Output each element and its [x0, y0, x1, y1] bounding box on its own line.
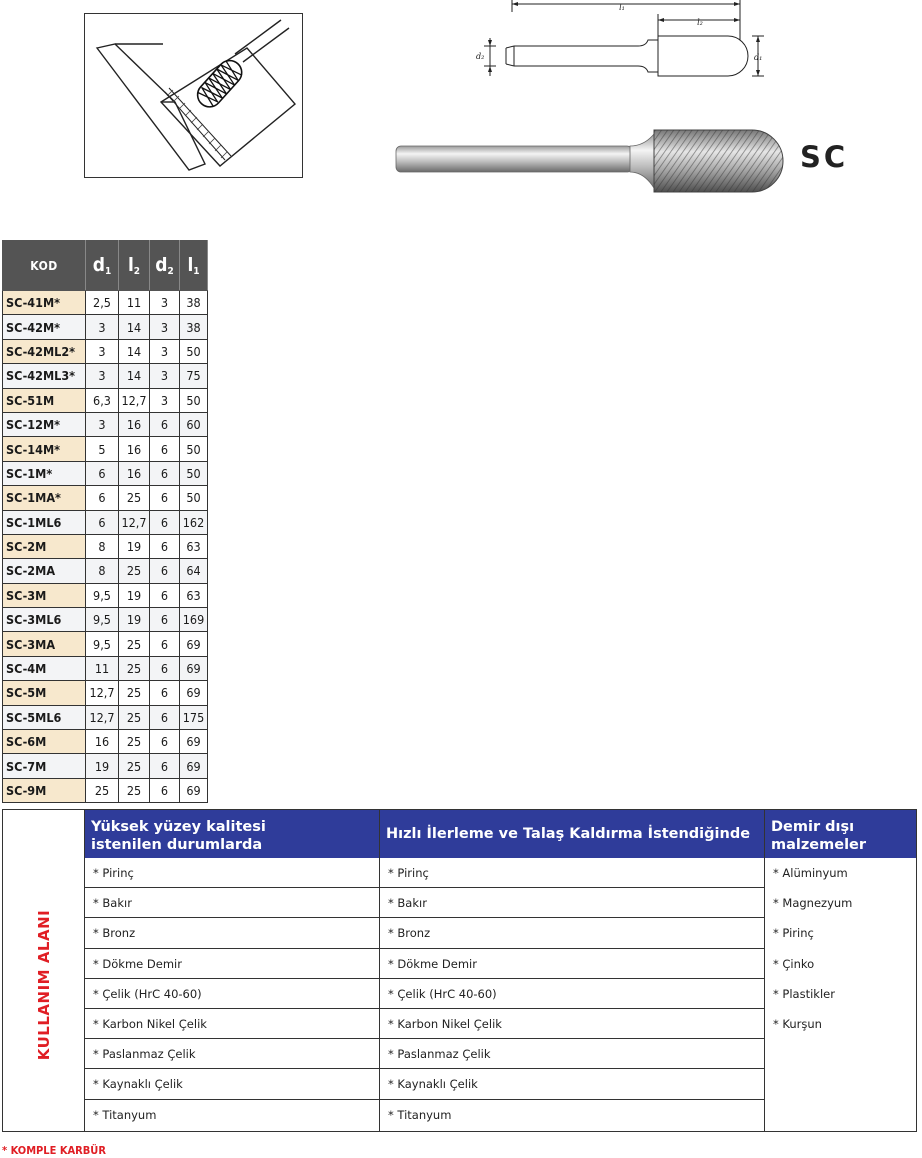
cell-d2: 6	[150, 461, 180, 485]
cell-code: SC-7M	[3, 754, 86, 778]
usage-illustration	[84, 13, 303, 178]
cell-d1: 3	[86, 412, 119, 436]
list-item: * Dökme Demir	[380, 949, 765, 979]
cell-l2: 16	[119, 412, 150, 436]
cell-code: SC-3MA	[3, 632, 86, 656]
cell-d1: 8	[86, 534, 119, 558]
cell-d2: 6	[150, 437, 180, 461]
cell-code: SC-41M*	[3, 291, 86, 315]
usage-header-nonferrous: Demir dışı malzemeler	[765, 810, 916, 858]
cell-d2: 6	[150, 730, 180, 754]
list-item: * Paslanmaz Çelik	[85, 1039, 380, 1069]
cell-d2: 3	[150, 339, 180, 363]
header-d1: $d_1$	[86, 241, 119, 291]
cell-code: SC-51M	[3, 388, 86, 412]
cell-l1: 69	[180, 681, 208, 705]
header-l2: $l_2$	[119, 241, 150, 291]
cell-d2: 6	[150, 412, 180, 436]
cell-d1: 9,5	[86, 583, 119, 607]
list-item: * Kaynaklı Çelik	[85, 1069, 380, 1099]
cell-l1: 50	[180, 486, 208, 510]
l2-label: l₂	[697, 18, 703, 27]
cell-l2: 25	[119, 632, 150, 656]
cell-code: SC-2M	[3, 534, 86, 558]
l1-label: l₁	[619, 3, 625, 12]
dimension-drawing	[470, 0, 800, 95]
cell-l1: 50	[180, 339, 208, 363]
table-row	[3, 608, 208, 632]
cell-code: SC-1MA*	[3, 486, 86, 510]
list-item: * Magnezyum	[773, 896, 853, 911]
usage-table	[2, 809, 917, 1132]
cell-d1: 12,7	[86, 681, 119, 705]
cell-code: SC-42ML2*	[3, 339, 86, 363]
cell-code: SC-3M	[3, 583, 86, 607]
cell-d2: 6	[150, 559, 180, 583]
list-item: * Titanyum	[93, 1107, 157, 1122]
cell-d2: 3	[150, 291, 180, 315]
table-row	[3, 412, 208, 436]
cell-code: SC-42M*	[3, 315, 86, 339]
usage-list-nonferrous	[765, 858, 916, 1039]
cell-d2: 6	[150, 608, 180, 632]
table-row	[3, 388, 208, 412]
list-item: * Karbon Nikel Çelik	[85, 1009, 380, 1039]
table-row	[3, 461, 208, 485]
usage-list-high-surface	[85, 858, 380, 1130]
cell-l2: 19	[119, 608, 150, 632]
usage-header-high-surface: Yüksek yüzey kalitesi istenilen durumlarda	[85, 810, 379, 858]
cell-d1: 6	[86, 461, 119, 485]
cell-l2: 25	[119, 656, 150, 680]
cell-d1: 6,3	[86, 388, 119, 412]
cell-l2: 12,7	[119, 510, 150, 534]
cell-d2: 6	[150, 778, 180, 802]
cell-l2: 25	[119, 705, 150, 729]
cell-d1: 12,7	[86, 705, 119, 729]
table-row	[3, 681, 208, 705]
list-item: * Titanyum	[388, 1107, 452, 1122]
cell-d1: 11	[86, 656, 119, 680]
cell-l2: 25	[119, 730, 150, 754]
table-row	[3, 510, 208, 534]
cell-l1: 38	[180, 315, 208, 339]
table-row	[3, 437, 208, 461]
cell-d2: 6	[150, 681, 180, 705]
spec-table	[2, 240, 208, 803]
header-code: KOD	[3, 241, 86, 291]
cell-l1: 169	[180, 608, 208, 632]
cell-l1: 75	[180, 364, 208, 388]
header-l1: $l_1$	[180, 241, 208, 291]
usage-side-label: KULLANIM ALANI	[35, 909, 53, 1061]
cell-l2: 25	[119, 681, 150, 705]
cell-l1: 50	[180, 437, 208, 461]
cell-l1: 63	[180, 583, 208, 607]
cell-l1: 175	[180, 705, 208, 729]
table-row	[3, 559, 208, 583]
header-d2: $d_2$	[150, 241, 180, 291]
table-row	[3, 486, 208, 510]
cell-l1: 63	[180, 534, 208, 558]
cell-code: SC-14M*	[3, 437, 86, 461]
cell-d2: 6	[150, 510, 180, 534]
list-item: * Bronz	[85, 918, 380, 948]
cell-d2: 6	[150, 656, 180, 680]
cell-l2: 25	[119, 486, 150, 510]
table-row	[3, 364, 208, 388]
cell-l2: 16	[119, 461, 150, 485]
cell-d1: 9,5	[86, 608, 119, 632]
cell-d1: 6	[86, 510, 119, 534]
product-photo	[392, 122, 792, 200]
list-item: * Dökme Demir	[85, 949, 380, 979]
cell-code: SC-9M	[3, 778, 86, 802]
cell-l1: 69	[180, 656, 208, 680]
table-row	[3, 778, 208, 802]
cell-code: SC-6M	[3, 730, 86, 754]
cell-l1: 69	[180, 754, 208, 778]
usage-header-fast-removal: Hızlı İlerleme ve Talaş Kaldırma İstendiğinde	[380, 810, 764, 858]
cell-l2: 19	[119, 583, 150, 607]
cell-d2: 6	[150, 486, 180, 510]
cell-d2: 6	[150, 534, 180, 558]
table-row	[3, 339, 208, 363]
list-item: * Bronz	[380, 918, 765, 948]
list-item: * Karbon Nikel Çelik	[380, 1009, 765, 1039]
cell-l2: 14	[119, 339, 150, 363]
cell-l2: 19	[119, 534, 150, 558]
cell-code: SC-4M	[3, 656, 86, 680]
cell-d2: 3	[150, 315, 180, 339]
cell-d1: 3	[86, 364, 119, 388]
list-item: * Bakır	[85, 888, 380, 918]
table-row	[3, 705, 208, 729]
cell-d1: 5	[86, 437, 119, 461]
list-item: * Çinko	[773, 956, 815, 971]
usage-side-column	[3, 810, 85, 1131]
cell-l2: 14	[119, 364, 150, 388]
list-item: * Paslanmaz Çelik	[380, 1039, 765, 1069]
cell-d2: 3	[150, 364, 180, 388]
table-row	[3, 754, 208, 778]
cell-d1: 6	[86, 486, 119, 510]
cell-l1: 50	[180, 388, 208, 412]
table-row	[3, 534, 208, 558]
cell-l2: 11	[119, 291, 150, 315]
cell-d1: 9,5	[86, 632, 119, 656]
cell-d1: 3	[86, 315, 119, 339]
cell-l1: 69	[180, 730, 208, 754]
cell-code: SC-5M	[3, 681, 86, 705]
cell-d1: 8	[86, 559, 119, 583]
table-row	[3, 730, 208, 754]
burr-in-corner-drawing	[85, 14, 301, 176]
cell-l1: 60	[180, 412, 208, 436]
cell-l1: 64	[180, 559, 208, 583]
cell-l2: 14	[119, 315, 150, 339]
cell-code: SC-3ML6	[3, 608, 86, 632]
list-item: * Alüminyum	[773, 866, 848, 880]
cell-d2: 6	[150, 705, 180, 729]
list-item: * Pirinç	[85, 858, 380, 888]
list-item: * Pirinç	[380, 858, 765, 888]
cell-code: SC-12M*	[3, 412, 86, 436]
table-row	[3, 656, 208, 680]
cell-d1: 3	[86, 339, 119, 363]
cell-d1: 19	[86, 754, 119, 778]
footnote-full-carbide: * KOMPLE KARBÜR	[2, 1144, 106, 1157]
list-item: * Plastikler	[773, 986, 835, 1001]
table-row	[3, 291, 208, 315]
cell-code: SC-1M*	[3, 461, 86, 485]
list-item: * Pirinç	[773, 926, 814, 941]
cell-d2: 3	[150, 388, 180, 412]
cell-d2: 6	[150, 754, 180, 778]
table-row	[3, 583, 208, 607]
d2-label: d₂	[476, 52, 485, 61]
cell-l1: 69	[180, 778, 208, 802]
table-row	[3, 315, 208, 339]
cell-d2: 6	[150, 632, 180, 656]
spec-header-row	[3, 241, 208, 291]
cell-l1: 69	[180, 632, 208, 656]
cell-code: SC-42ML3*	[3, 364, 86, 388]
list-item: * Kaynaklı Çelik	[380, 1069, 765, 1099]
list-item: * Kurşun	[773, 1016, 822, 1031]
list-item: * Bakır	[380, 888, 765, 918]
usage-list-fast-removal	[380, 858, 765, 1130]
cell-code: SC-1ML6	[3, 510, 86, 534]
cell-l2: 16	[119, 437, 150, 461]
cell-d1: 2,5	[86, 291, 119, 315]
cell-l2: 25	[119, 754, 150, 778]
table-row	[3, 632, 208, 656]
cell-l1: 50	[180, 461, 208, 485]
list-item: * Çelik (HrC 40-60)	[380, 979, 765, 1009]
cell-l2: 25	[119, 778, 150, 802]
series-title: SC	[800, 140, 849, 174]
cell-code: SC-5ML6	[3, 705, 86, 729]
cell-d2: 6	[150, 583, 180, 607]
cell-l1: 38	[180, 291, 208, 315]
cell-l2: 12,7	[119, 388, 150, 412]
cell-d1: 25	[86, 778, 119, 802]
d1-label: d₁	[754, 53, 763, 62]
list-item: * Çelik (HrC 40-60)	[85, 979, 380, 1009]
cell-l2: 25	[119, 559, 150, 583]
cell-d1: 16	[86, 730, 119, 754]
cell-code: SC-2MA	[3, 559, 86, 583]
cell-l1: 162	[180, 510, 208, 534]
